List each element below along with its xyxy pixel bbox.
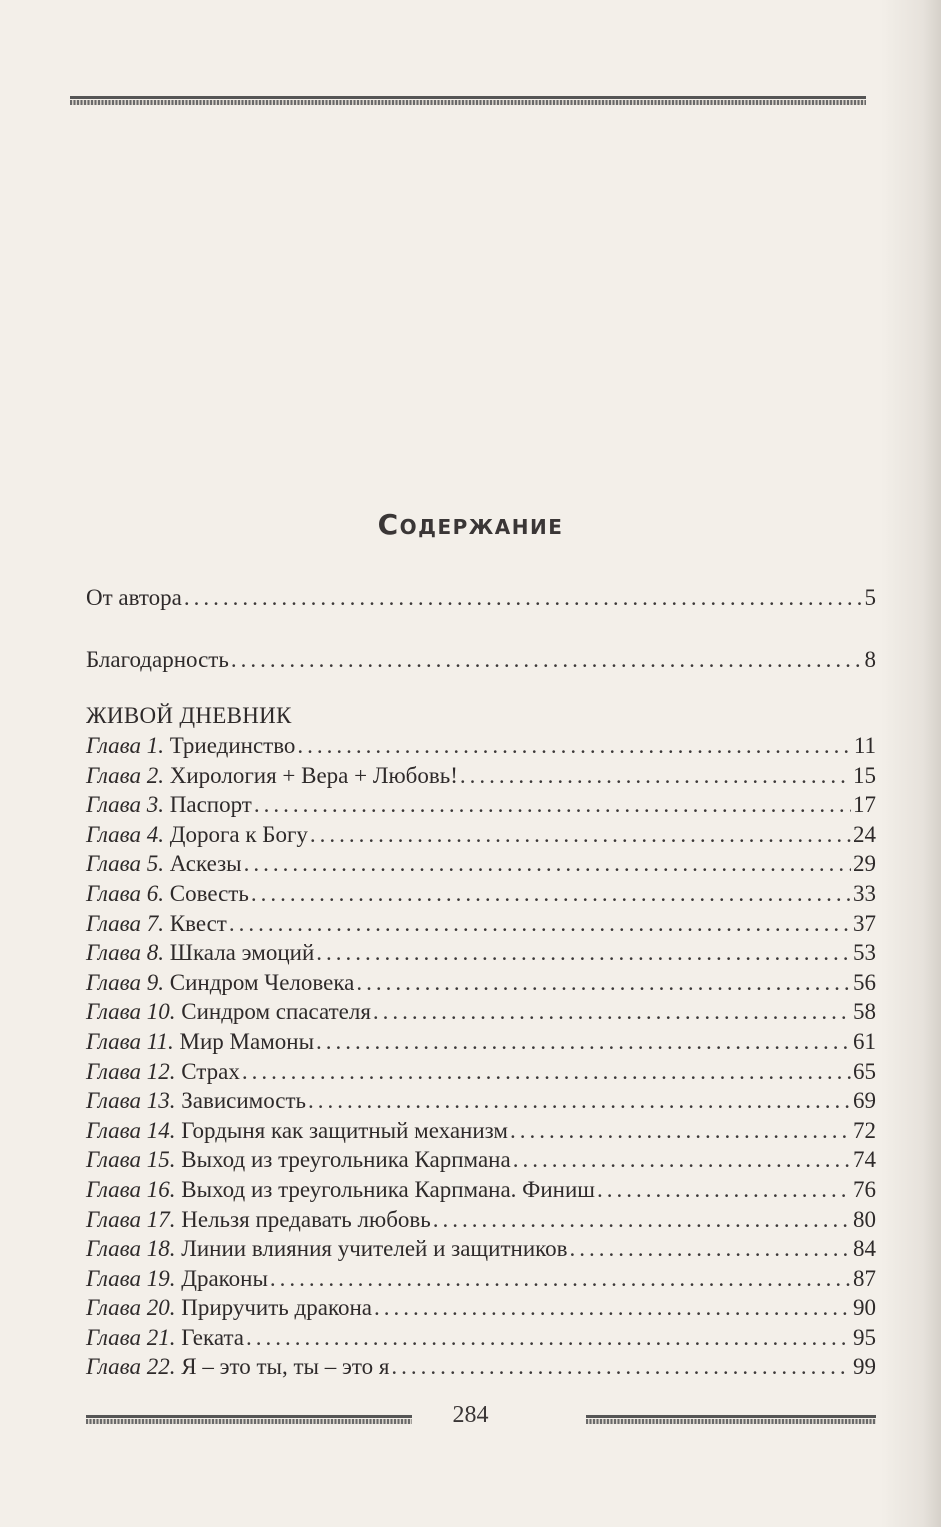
toc-row [86, 790, 876, 820]
chapter-title: Синдром спасателя [181, 999, 371, 1025]
chapter-title: Мир Мамоны [179, 1028, 315, 1054]
toc-entry-title: От автора [86, 585, 182, 610]
page-title: Содержание [377, 508, 564, 541]
toc-entry-title [86, 1175, 595, 1205]
toc-row [86, 1057, 876, 1087]
toc-page-number: 72 [853, 1117, 876, 1143]
chapter-number: Глава 2. [86, 762, 164, 788]
section-heading: ЖИВОЙ ДНЕВНИК [86, 703, 292, 728]
chapter-title: Драконы [181, 1265, 268, 1291]
toc-entry-title [86, 1323, 244, 1353]
toc-row [86, 1234, 876, 1264]
dot-leader [316, 1027, 851, 1057]
toc-row [86, 1116, 876, 1146]
toc-page-number: 80 [853, 1206, 876, 1232]
chapter-title: Триединство [169, 733, 296, 758]
chapter-title: Шкала эмоций [169, 940, 315, 966]
chapter-number: Глава 22. [86, 1354, 176, 1380]
toc-row [86, 1027, 876, 1057]
toc-entry-title [86, 820, 308, 850]
chapter-title: Гордыня как защитный механизм [181, 1117, 508, 1143]
chapter-number: Глава 21. [86, 1324, 176, 1350]
dot-leader [244, 849, 851, 879]
chapter-number: Глава 8. [86, 940, 164, 966]
chapter-number: Глава 4. [86, 821, 164, 847]
chapter-title: Хирология + Вера + Любовь! [169, 762, 458, 788]
chapter-number: Глава 10. [86, 999, 176, 1025]
toc-entry-title [86, 938, 314, 968]
chapter-title: Приручить дракона [181, 1295, 372, 1321]
page-gutter-shadow [881, 0, 941, 1527]
chapter-title: Геката [181, 1324, 244, 1350]
dot-leader [510, 1116, 851, 1146]
toc-row [86, 879, 876, 909]
toc-page-number: 61 [853, 1028, 876, 1054]
toc-page-number: 58 [853, 999, 876, 1025]
chapter-title: Зависимость [181, 1088, 307, 1114]
dot-leader [391, 1352, 851, 1382]
chapter-title: Синдром Человека [169, 969, 355, 995]
toc-entry-title [86, 909, 227, 939]
toc-row [86, 645, 876, 675]
chapter-number: Глава 19. [86, 1265, 176, 1291]
toc-page-number: 8 [864, 647, 876, 672]
chapter-number: Глава 15. [86, 1147, 176, 1173]
dot-leader [460, 761, 851, 791]
toc-page-number: 56 [853, 969, 876, 995]
toc-row [86, 1086, 876, 1116]
toc-entry-title: Благодарность [86, 647, 229, 672]
chapter-title: Линии влияния учителей и защитников [181, 1236, 568, 1262]
chapter-title: Паспорт [169, 792, 252, 818]
chapter-title: Нельзя предавать любовь [181, 1206, 431, 1232]
chapter-number: Глава 17. [86, 1206, 176, 1232]
dot-leader [356, 968, 851, 998]
chapter-title: Я – это ты, ты – это я [181, 1354, 390, 1380]
toc-page-number: 84 [853, 1236, 876, 1262]
chapter-number: Глава 6. [86, 880, 164, 906]
page-number: 284 [452, 1402, 489, 1428]
chapter-number: Глава 20. [86, 1295, 176, 1321]
chapter-title: Выход из треугольника Карпмана [181, 1147, 511, 1173]
toc-row [86, 1175, 876, 1205]
toc-row [86, 731, 876, 761]
toc-entry-title [86, 1293, 372, 1323]
front-matter-entry [86, 583, 876, 613]
toc-page-number: 76 [853, 1176, 876, 1202]
toc-row [86, 1352, 876, 1382]
toc-entry-title [86, 1057, 240, 1087]
chapter-number: Глава 1. [86, 733, 164, 758]
toc-page-number: 90 [853, 1295, 876, 1321]
footer-rule-right [586, 1415, 876, 1424]
dot-leader [297, 731, 851, 761]
dot-leader [597, 1175, 851, 1205]
toc-row [86, 761, 876, 791]
chapter-number: Глава 14. [86, 1117, 176, 1143]
toc-row [86, 909, 876, 939]
toc-entry-title [86, 997, 371, 1027]
toc-entry-title [86, 1027, 314, 1057]
dot-leader [251, 879, 851, 909]
toc-page-number: 5 [864, 585, 876, 610]
chapter-title: Дорога к Богу [169, 821, 308, 847]
dot-leader [316, 938, 851, 968]
chapter-title: Квест [169, 910, 227, 936]
dot-leader [254, 790, 851, 820]
toc-row [86, 583, 876, 613]
toc-page-number: 17 [853, 792, 876, 818]
dot-leader [184, 583, 863, 613]
toc-row [86, 1293, 876, 1323]
toc-page-number: 53 [853, 940, 876, 966]
toc-row [86, 968, 876, 998]
chapter-title: Совесть [169, 880, 249, 906]
dot-leader [310, 820, 851, 850]
chapter-title: Аскезы [169, 851, 242, 877]
chapter-title: Страх [181, 1058, 240, 1084]
chapter-title: Выход из треугольника Карпмана. Финиш [181, 1176, 595, 1202]
chapter-number: Глава 13. [86, 1088, 176, 1114]
dot-leader [570, 1234, 852, 1264]
chapter-number: Глава 11. [86, 1028, 174, 1054]
toc-row [86, 1323, 876, 1353]
toc-entry-title [86, 790, 252, 820]
toc-row [86, 997, 876, 1027]
chapter-number: Глава 5. [86, 851, 164, 877]
toc-page-number: 24 [853, 821, 876, 847]
toc-entry-title [86, 1352, 389, 1382]
dot-leader [308, 1086, 851, 1116]
toc-page-number: 95 [853, 1324, 876, 1350]
chapter-number: Глава 3. [86, 792, 164, 818]
toc-row [86, 1145, 876, 1175]
toc-page-number: 29 [853, 851, 876, 877]
chapter-number: Глава 7. [86, 910, 164, 936]
dot-leader [374, 1293, 851, 1323]
toc-page-number: 15 [853, 762, 876, 788]
toc-row [86, 938, 876, 968]
toc-entry-title [86, 761, 458, 791]
toc-row [86, 849, 876, 879]
toc-entry-title [86, 1086, 306, 1116]
dot-leader [433, 1205, 851, 1235]
chapter-number: Глава 16. [86, 1176, 176, 1202]
dot-leader [231, 645, 863, 675]
toc-entry-title [86, 1205, 431, 1235]
toc-row [86, 820, 876, 850]
dot-leader [229, 909, 851, 939]
toc-entry-title [86, 1116, 508, 1146]
toc-entry-title [86, 1264, 268, 1294]
dot-leader [373, 997, 851, 1027]
toc-page-number: 74 [853, 1147, 876, 1173]
header-ornamental-rule [70, 96, 866, 105]
toc-page-number: 69 [853, 1088, 876, 1114]
toc-page-number: 99 [853, 1354, 876, 1380]
toc-row [86, 1205, 876, 1235]
toc-row [86, 1264, 876, 1294]
front-matter-entry [86, 645, 876, 675]
toc-page-number: 37 [853, 910, 876, 936]
toc-page-number: 33 [853, 880, 876, 906]
toc-page-number: 11 [853, 733, 876, 758]
chapter-number: Глава 9. [86, 969, 164, 995]
toc-entry-title [86, 849, 242, 879]
dot-leader [270, 1264, 851, 1294]
toc-entry-title [86, 1145, 511, 1175]
toc-page-number: 87 [853, 1265, 876, 1291]
chapter-number: Глава 18. [86, 1236, 176, 1262]
toc-entry-title [86, 731, 295, 761]
dot-leader [513, 1145, 851, 1175]
toc-page-number: 65 [853, 1058, 876, 1084]
toc-entry-title [86, 1234, 568, 1264]
toc-entry-title [86, 968, 354, 998]
toc-entry-title [86, 879, 249, 909]
chapter-number: Глава 12. [86, 1058, 176, 1084]
dot-leader [246, 1323, 851, 1353]
chapter-list [86, 731, 876, 1382]
dot-leader [242, 1057, 851, 1087]
